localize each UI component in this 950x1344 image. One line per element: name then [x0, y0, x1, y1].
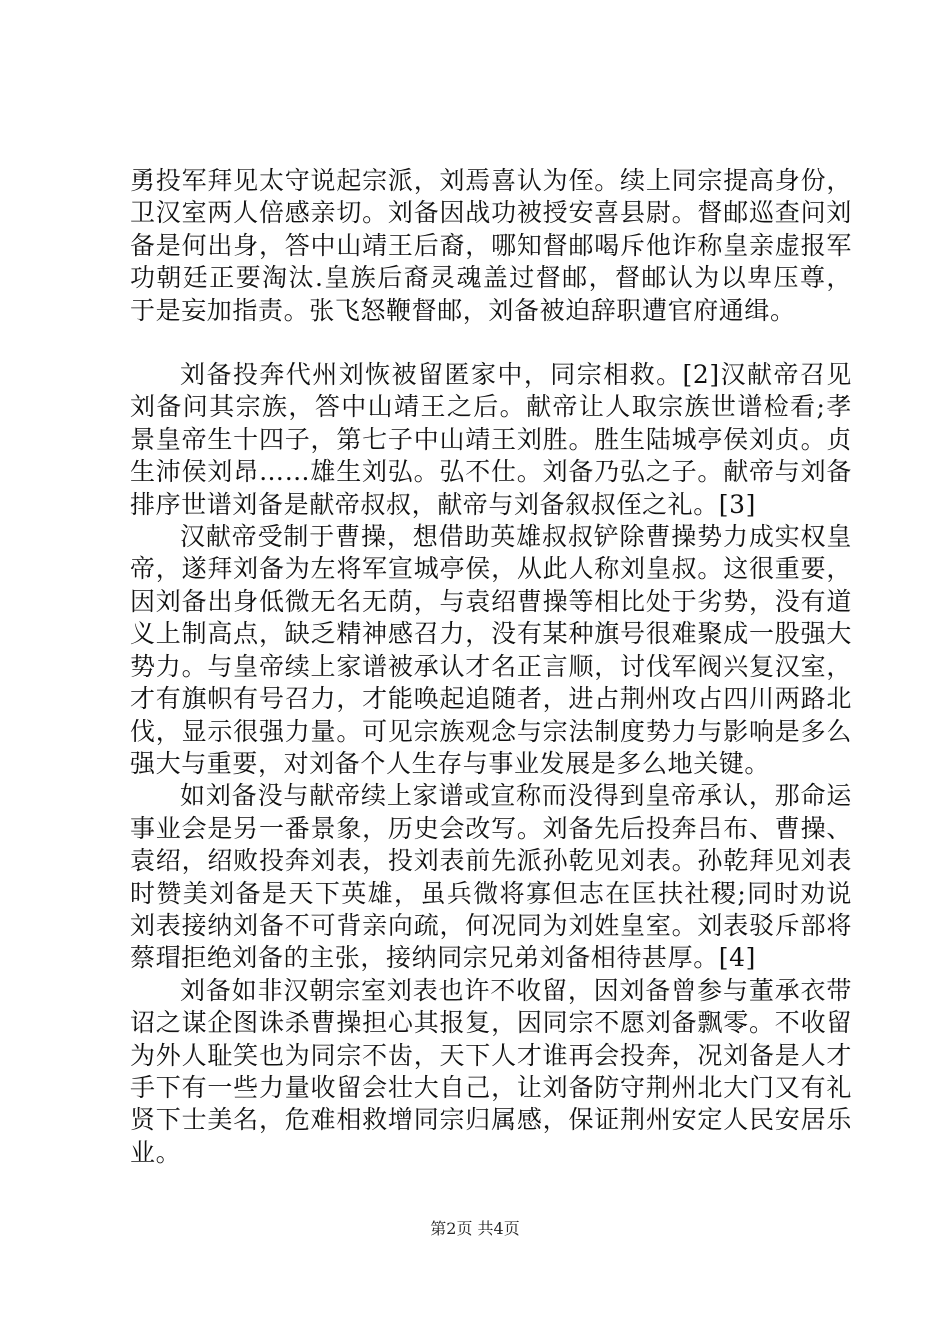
paragraph-3: 汉献帝受制于曹操，想借助英雄叔叔铲除曹操势力成实权皇帝，遂拜刘备为左将军宣城亭侯，从此人称刘皇叔。这很重要，因刘备出身低微无名无荫，与袁绍曹操等相比处于劣势，没有道义上制高点，缺乏精神感召力，没有某种旗号很难聚成一股强大势力。与皇帝续上家谱被承认才名正言顺，讨伐军阀兴复汉室，才有旗帜有号召力，才能唤起追随者，进占荆州攻占四川两路北伐，显示很强力量。可见宗族观念与宗法制度势力与影响是多么强大与重要，对刘备个人生存与事业发展是多么地关键。: [130, 522, 852, 778]
page-number-footer: 第2页 共4页: [430, 1219, 520, 1238]
paragraph-4: 如刘备没与献帝续上家谱或宣称而没得到皇帝承认，那命运事业会是另一番景象，历史会改写。刘备先后投奔吕布、曹操、袁绍，绍败投奔刘表，投刘表前先派孙乾见刘表。孙乾拜见刘表时赞美刘备是天下英雄，虽兵微将寡但志在匡扶社稷;同时劝说刘表接纳刘备不可背亲向疏，何况同为刘姓皇室。刘表驳斥部将蔡瑁拒绝刘备的主张，接纳同宗兄弟刘备相待甚厚。[4]: [130, 781, 852, 973]
document-body: [130, 165, 852, 1169]
paragraph-2: 刘备投奔代州刘恢被留匿家中，同宗相救。[2]汉献帝召见刘备问其宗族，答中山靖王之后。献帝让人取宗族世谱检看;孝景皇帝生十四子，第七子中山靖王刘胜。胜生陆城亭侯刘贞。贞生沛侯刘昂……雄生刘弘。弘不仕。刘备乃弘之子。献帝与刘备排序世谱刘备是献帝叔叔，献帝与刘备叙叔侄之礼。[3]: [130, 360, 852, 519]
paragraph-1: 勇投军拜见太守说起宗派，刘焉喜认为侄。续上同宗提高身份，卫汉室两人倍感亲切。刘备因战功被授安喜县尉。督邮巡查问刘备是何出身，答中山靖王后裔，哪知督邮喝斥他诈称皇亲虚报军功朝廷正要淘汰.皇族后裔灵魂盖过督邮，督邮认为以卑压尊，于是妄加指责。张飞怒鞭督邮，刘备被迫辞职遭官府通缉。: [130, 166, 852, 325]
paragraph-5: 刘备如非汉朝宗室刘表也许不收留，因刘备曾参与董承衣带诏之谋企图诛杀曹操担心其报复，因同宗不愿刘备飘零。不收留为外人耻笑也为同宗不齿，天下人才谁再会投奔，况刘备是人才手下有一些力量收留会壮大自己，让刘备防守荆州北大门又有礼贤下士美名，危难相救增同宗归属感，保证荆州安定人民安居乐业。: [130, 975, 852, 1167]
